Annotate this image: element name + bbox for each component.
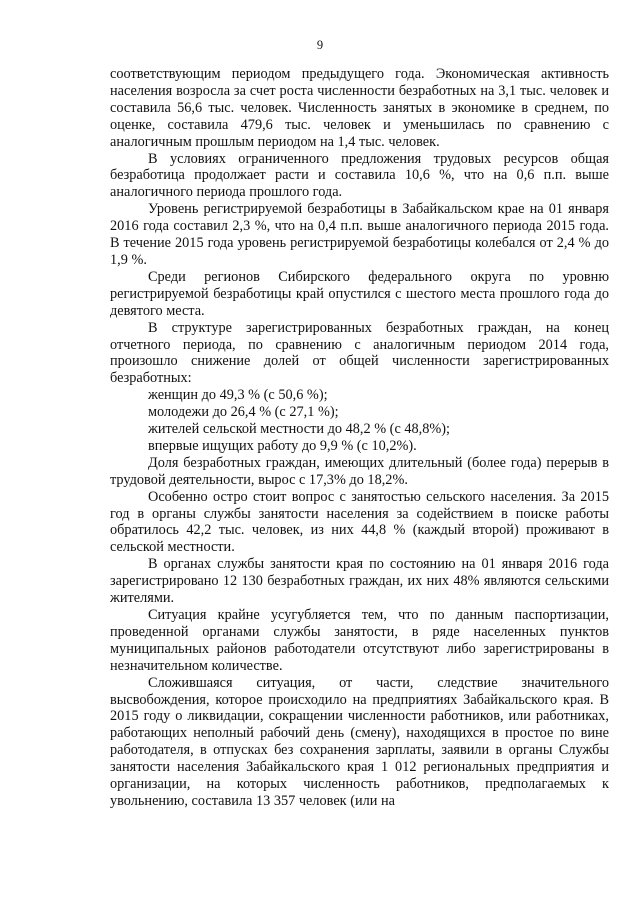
list-item-women: женщин до 49,3 % (с 50,6 %); [148,387,328,404]
paragraph-economic-activity: соответствующим периодом предыдущего года. Экономическая активность населения возросла за счет роста численности безработных на 3,1 тыс. человек и составила 56,6 тыс. человек. Численность занятых в экономике в среднем, по оценке, составила 479,6 тыс. человек и уменьшилась по сравнению с аналогичным прошлым периодом на 1,4 тыс. человек. [110,66,609,150]
paragraph-rural-employment: Особенно остро стоит вопрос с занятостью сельского населения. За 2015 год в органы службы занятости населения за содействием в поиске работы обратилось 42,2 тыс. человек, из них 44,8 % (каждый второй) проживают в сельской местности. [110,488,609,556]
paragraph-registered-unemployment: Уровень регистрируемой безработицы в Забайкальском крае на 01 января 2016 года составил 2,3 %, что на 0,4 п.п. выше аналогичного периода 2015 года. В течение 2015 года уровень регистрируемой безработицы колебался от 2,4 % до 1,9 %. [110,201,609,268]
paragraph-long-term-unemployed: Доля безработных граждан, имеющих длительный (более года) перерыв в трудовой деятельности, вырос с 17,3% до 18,2%. [110,454,609,488]
paragraph-layoffs: Сложившаяся ситуация, от части, следствие значительного высвобождения, которое происходило на предприятиях Забайкальского края. В 2015 году о ликвидации, сокращении численности работников, или работниках, работающих неполный рабочий день (смену), находящихся в простое по вине работодателя, в отпусках без сохранения зарплаты, заявили в органы Службы занятости населения Забайкальского края 1 012 региональных предприятия и организации, на которых численность работников, предполагаемых к увольнению, составила 13 357 человек (или на [110,674,609,809]
list-item-first-time: впервые ищущих работу до 9,9 % (с 10,2%). [148,437,417,454]
paragraph-general-unemployment: В условиях ограниченного предложения трудовых ресурсов общая безработица продолжает расти и составила 10,6 %, что на 0,6 п.п. выше аналогичного периода прошлого года. [110,150,609,201]
list-item-rural: жителей сельской местности до 48,2 % (с 48,8%); [148,421,451,438]
paragraph-registered-count: В органах службы занятости края по состоянию на 01 января 2016 года зарегистрировано 12 130 безработных граждан, их них 48% являются сельскими жителями. [110,556,609,607]
document-body [110,66,609,810]
paragraph-siberian-ranking: Среди регионов Сибирского федерального округа по уровню регистрируемой безработицы край опустился с шестого места прошлого года до девятого места. [110,268,609,319]
list-item-youth: молодежи до 26,4 % (с 27,1 %); [148,404,339,421]
page-number: 9 [316,38,324,52]
paragraph-passportization: Ситуация крайне усугубляется тем, что по данным паспортизации, проведенной органами службы занятости, в ряде населенных пунктов муниципальных районов работодатели отсутствуют либо зарегистрированы в незначительном количестве. [110,607,609,674]
paragraph-structure-intro: В структуре зарегистрированных безработных граждан, на конец отчетного периода, по сравнению с аналогичным периодом 2014 года, произошло снижение долей от общей численности зарегистрированных безработных: [110,319,609,387]
